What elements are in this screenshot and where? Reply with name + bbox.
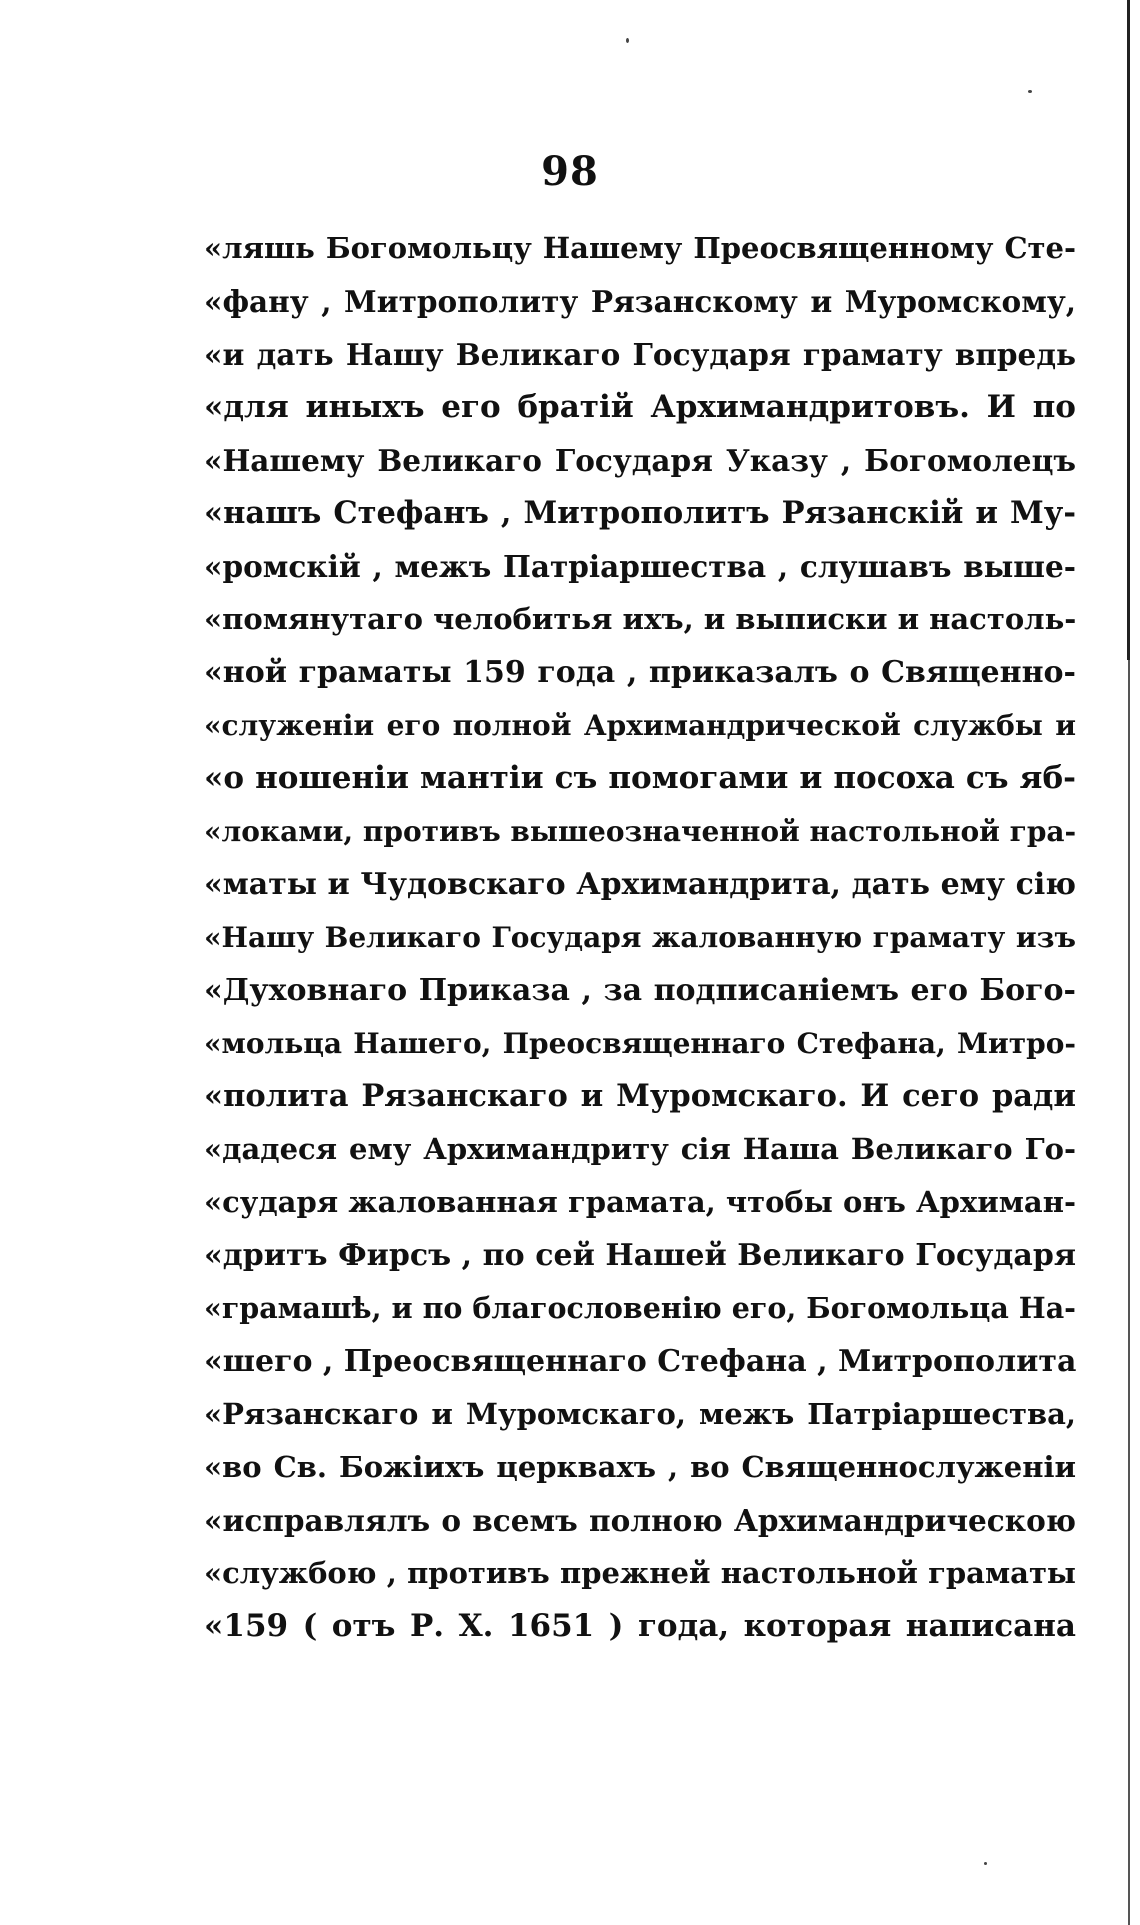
text-line: «и дать Нашу Великаго Государя грамату впредь: [204, 337, 1076, 372]
text-line: «исправлялъ о всемъ полною Архимандрическою: [204, 1503, 1076, 1538]
text-line: «мольца Нашего, Преосвященнаго Стефана, Митро-: [204, 1027, 1076, 1060]
text-line: «полита Рязанскаго и Муромскаго. И сего ради: [204, 1078, 1076, 1114]
text-line: «Нашу Великаго Государя жалованную грамату изъ: [204, 921, 1076, 954]
ink-speck: [626, 38, 629, 43]
text-line: «нашъ Стефанъ , Митрополитъ Рязанскій и Му-: [204, 495, 1076, 531]
text-line: «ляшь Богомольцу Нашему Преосвященному Сте-: [204, 231, 1076, 265]
text-line: «для иныхъ его братій Архимандритовъ. И по: [204, 389, 1076, 425]
text-line: «Рязанскаго и Муромскаго, межъ Патріаршества,: [204, 1397, 1076, 1431]
page-edge-shadow: [1127, 0, 1130, 660]
ink-speck: [984, 1862, 987, 1865]
text-line: «во Св. Божіихъ церквахъ , во Священнослуженіи: [204, 1450, 1076, 1484]
text-line: «помянутаго челобитья ихъ, и выписки и настоль-: [204, 602, 1076, 636]
page-edge-shadow-lower: [1128, 660, 1130, 1925]
text-line: «ромскій , межъ Патріаршества , слушавъ выше-: [204, 549, 1076, 584]
text-line: «маты и Чудовскаго Архимандрита, дать ему сію: [204, 867, 1076, 902]
body-text: [204, 222, 1076, 1653]
text-line: «локами, противъ вышеозначенной настольной гра-: [204, 815, 1076, 848]
text-line: «сударя жалованная грамата, чтобы онъ Архиман-: [204, 1185, 1076, 1219]
text-line: «служеніи его полной Архимандрической службы и: [204, 709, 1076, 742]
text-line: «службою , противъ прежней настольной граматы: [204, 1556, 1076, 1590]
text-line: «ной граматы 159 года , приказалъ о Священно-: [204, 655, 1076, 690]
text-line: «о ношеніи мантіи съ помогами и посоха съ яб-: [204, 760, 1076, 796]
page-number: 98: [541, 148, 599, 195]
text-line: «дадеся ему Архимандриту сія Наша Великаго Го-: [204, 1132, 1076, 1166]
text-line: «фану , Митрополиту Рязанскому и Муромскому,: [204, 284, 1076, 319]
ink-speck: [1028, 90, 1032, 93]
text-line: «Духовнаго Приказа , за подписаніемъ его Бого-: [204, 973, 1076, 1008]
text-line: «159 ( отъ Р. Х. 1651 ) года, которая написана: [204, 1608, 1076, 1644]
text-line: «шего , Преосвященнаго Стефана , Митрополита: [204, 1344, 1076, 1379]
text-line: «Нашему Великаго Государя Указу , Богомолецъ: [204, 443, 1076, 478]
text-line: «дритъ Фирсъ , по сей Нашей Великаго Государя: [204, 1238, 1076, 1273]
text-line: «грамашѣ, и по благословенію его, Богомольца На-: [204, 1291, 1076, 1325]
